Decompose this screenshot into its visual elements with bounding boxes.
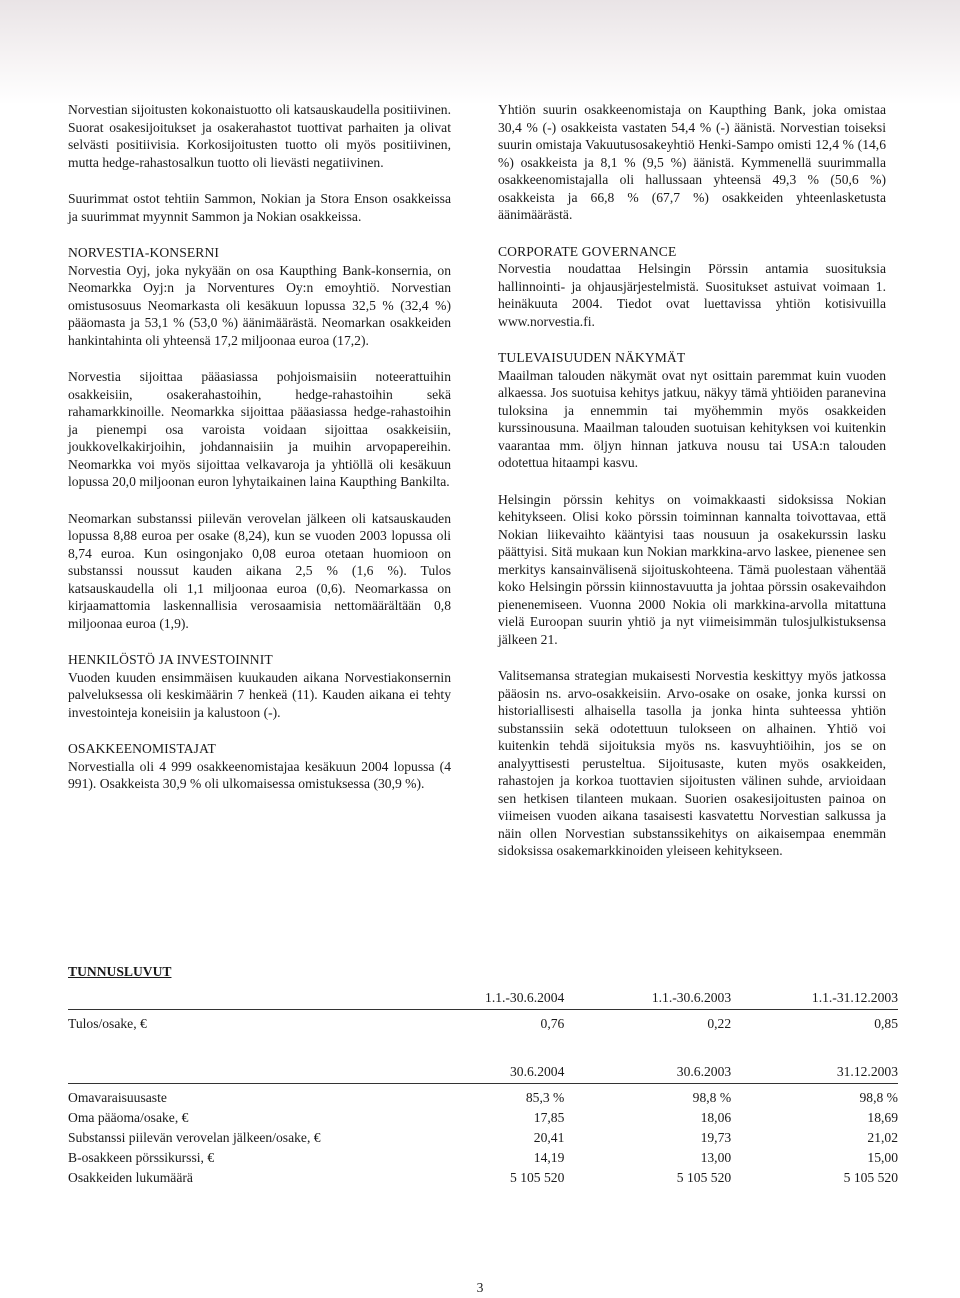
row-value: 5 105 520: [843, 1170, 898, 1185]
row-value: 85,3 %: [525, 1090, 565, 1105]
row-value: 18,06: [700, 1110, 732, 1125]
paragraph-henkilosto: Vuoden kuuden ensimmäisen kuukauden aikana Norvestiakonsernin palveluksessa oli keskimäärin 7 henkeä (11). Kauden aikana ei tehty investointeja koneisiin ja kalustoon (-).: [68, 669, 451, 720]
row-label: Osakkeiden lukumäärä: [68, 1170, 193, 1185]
paragraph-purchases: Suurimmat ostot tehtiin Sammon, Nokian ja Stora Enson osakkeissa ja suurimmat myynnit Sammon ja Nokian osakkeissa.: [68, 191, 451, 224]
row-value: 18,69: [867, 1110, 898, 1125]
row-value: 98,8 %: [859, 1090, 898, 1105]
table-header-cell: 30.6.2004: [398, 1064, 565, 1084]
paragraph-osakkeenomistajat: Norvestialla oli 4 999 osakkeenomistajaa kesäkuun 2004 lopussa (4 991). Osakkeista 30,9 % oli ulkomaisessa omistuksessa (30,9 %).: [68, 758, 451, 791]
heading-henkilosto: HENKILÖSTÖ JA INVESTOINNIT: [68, 652, 273, 667]
heading-tulevaisuus: TULEVAISUUDEN NÄKYMÄT: [498, 350, 686, 365]
right-column: [498, 101, 886, 879]
heading-osakkeenomistajat: OSAKKEENOMISTAJAT: [68, 741, 216, 756]
table-row: [68, 1084, 898, 1111]
paragraph-investment-policy: Norvestia sijoittaa pääasiassa pohjoismaisiin noteerattuihin osakkeisiin, osakerahastoihin, hedge-rahastoihin sekä rahamarkkinoille. Neomarkka sijoittaa pääasiassa hedge-rahastoihin ja pienempi osa varoista voidaan sijoittaa osakkeisiin, joukkovelkakirjoihin, johdannaisiin ja muihin arvopapereihin. Neomarkka voi myös sijoittaa velkavaroja ja yhtiöllä oli kesäkuun lopussa 20,0 miljoonan euron lyhytaikainen laina Kaupthing Bankilta.: [68, 369, 451, 489]
paragraph-helsinki-exchange: Helsingin pörssin kehitys on voimakkaasti sidoksissa Nokian kehitykseen. Olisi koko pörssin toiminnan kannalta toivottavaa, että Nokian liikevaihto kääntyisi taas nousuun ja osakekurssin lasku päättyisi. Sitä mukaan kun Nokian markkina-arvo laskee, pienenee sen merkitys kansainvälisenä sijoituskohteena. Tämä puolestaan vähentää koko Helsingin pörssin kiinnostavuutta ja johtaa pörssin osakevaihdon pienenemiseen. Vuonna 2000 Nokia oli markkina-arvolla mitattuna vielä Euroopan suurin yhtiö ja nyt viimeisimmän tulosjulkistuksensa jälkeen 21.: [498, 491, 886, 647]
table-row: [68, 1170, 898, 1190]
key-figures-table-period: [68, 990, 898, 1036]
table-row: [68, 1110, 898, 1130]
row-label: Omavaraisuusaste: [68, 1090, 167, 1105]
table-header-cell: 1.1.-30.6.2003: [564, 990, 731, 1010]
paragraph-strategy: Valitsemansa strategian mukaisesti Norvestia keskittyy myös jatkossa pääosin ns. arvo-osakkeisiin. Arvo-osake on osake, jonka kurssi on historiallisesti alhaisella tasolla ja jonka hinta suhteessa yhtiön substanssiin sekä odotettuun tulokseen on alhainen. Yhtiö voi kuitenkin tehdä sijoituksia myös ns. kasvuyhtiöihin, jos se on analyyttisesti perusteltua. Sijoitusaste, kuten myös osakkeiden, rahastojen ja korkoa tuottavien sijoitusten välinen suhde, arvioidaan sen hetkisen tilanteen mukaan. Suorien osakesijoitusten painoa on viimeisen vuoden aikana tasaisesti kasvatettu Norvestian salkussa ja näin ollen Norvestian substanssikehitys on aikaisempaa enemmän sidoksissa osakemarkkinoiden yleiseen kehitykseen.: [498, 668, 886, 858]
row-value: 5 105 520: [676, 1170, 732, 1185]
row-value: 0,76: [540, 1016, 565, 1031]
table-header-row: [68, 990, 898, 1010]
row-label: B-osakkeen pörssikurssi, €: [68, 1150, 215, 1165]
table-header-cell: 31.12.2003: [731, 1064, 898, 1084]
left-column: [68, 101, 451, 812]
paragraph-konserni: Norvestia Oyj, joka nykyään on osa Kaupthing Bank-konsernia, on Neomarkka Oyj:n ja Norventures Oy:n emoyhtiö. Norvestian omistusosuus Neomarkasta oli kesäkuun lopussa 32,5 % (32,4 %) pääomasta ja 53,1 % (53,0 %) äänimäärästä. Neomarkan osakkeiden hankintahinta oli yhteensä 17,2 miljoonaa euroa (17,2).: [68, 262, 451, 348]
key-figures-table-balance: [68, 1064, 898, 1190]
key-figures-title: TUNNUSLUVUT: [68, 964, 172, 979]
paragraph-returns: Norvestian sijoitusten kokonaistuotto oli katsauskaudella positiivinen. Suorat osakesijoitukset ja osakerahastot tuottivat parhaiten ja olivat selvästi positiivisia. Korkosijoitusten tuotto oli myös positiivinen, mutta hedge-rahastosalkun tuotto oli lievästi negatiivinen.: [68, 102, 451, 170]
row-value: 0,85: [874, 1016, 898, 1031]
paragraph-outlook: Maailman talouden näkymät ovat nyt osittain paremmat kuin vuoden alkaessa. Jos suotuisa kehitys jatkuu, näkyy tämä yhtiöiden paranevina tuloksina ja ennemmin tai myöhemmin myös osakkeiden kurssinousuna. Maailman talouden suotuisan kehityksen voi kuitenkin vaarantaa mm. öljyn hinnan jatkuva nousu tai USA:n talouden odotettua hitaampi kasvu.: [498, 367, 886, 470]
paragraph-governance: Norvestia noudattaa Helsingin Pörssin antamia suosituksia hallinnointi- ja ohjausjärjestelmistä. Suositukset astuivat voimaan 1. heinäkuuta 2004. Tiedot ovat luettavissa yhtiön kotisivuilla www.norvestia.fi.: [498, 261, 886, 329]
row-label: Tulos/osake, €: [68, 1016, 147, 1031]
paragraph-largest-owner: Yhtiön suurin osakkeenomistaja on Kaupthing Bank, joka omistaa 30,4 % (-) osakkeista vastaten 54,4 % (-) äänistä. Norvestian toiseksi suurin omistaja Vakuutusosakeyhtiö Henki-Sampo omisti 12,4 % (14,6 %) osakkeista ja 8,1 % (9,5 %) äänistä. Kymmenellä suurimmalla osakkeenomistajalla oli hallussaan yhteensä 49,3 % (50,6 %) osakkeista ja 66,8 % (67,7 %) osakkeiden yhteenlasketusta äänimäärästä.: [498, 102, 886, 222]
row-label: Substanssi piilevän verovelan jälkeen/osake, €: [68, 1130, 321, 1145]
row-value: 14,19: [533, 1150, 565, 1165]
heading-corporate-governance: CORPORATE GOVERNANCE: [498, 243, 677, 259]
table-row: [68, 1130, 898, 1150]
paragraph-neomarkka-substance: Neomarkan substanssi piilevän verovelan jälkeen oli katsauskauden lopussa 8,88 euroa per osake (8,24), kun se vuoden 2003 lopussa oli 8,74 euroa. Kun osingonjako 0,08 euroa otetaan huomioon on substanssi noussut kauden aikana 2,5 % (1,6 %). Tulos katsauskaudella oli 1,1 miljoonaa euroa (0,6). Neomarkassa on kirjaamattomia laskennallisia verosaamisia nettomäärältään 0,8 miljoonaa euroa (1,9).: [68, 510, 451, 631]
table-row: [68, 1150, 898, 1170]
table-header-cell: [68, 1064, 398, 1084]
row-label: Oma pääoma/osake, €: [68, 1110, 189, 1125]
table-header-row: [68, 1064, 898, 1084]
table-header-cell: 1.1.-30.6.2004: [397, 990, 564, 1010]
table-row: [68, 1010, 898, 1037]
row-value: 19,73: [700, 1130, 732, 1145]
heading-norvestia-konserni: NORVESTIA-KONSERNI: [68, 245, 219, 260]
page-header-shade: [0, 0, 960, 105]
table-header-cell: 30.6.2003: [564, 1064, 731, 1084]
row-value: 15,00: [867, 1150, 898, 1165]
page-number: 3: [476, 1280, 484, 1295]
row-value: 17,85: [533, 1110, 565, 1125]
row-value: 20,41: [533, 1130, 565, 1145]
table-header-cell: 1.1.-31.12.2003: [731, 990, 898, 1010]
row-value: 13,00: [700, 1150, 732, 1165]
row-value: 0,22: [707, 1016, 732, 1031]
table-header-cell: [68, 990, 397, 1010]
row-value: 5 105 520: [510, 1170, 565, 1185]
row-value: 98,8 %: [692, 1090, 732, 1105]
row-value: 21,02: [867, 1130, 898, 1145]
